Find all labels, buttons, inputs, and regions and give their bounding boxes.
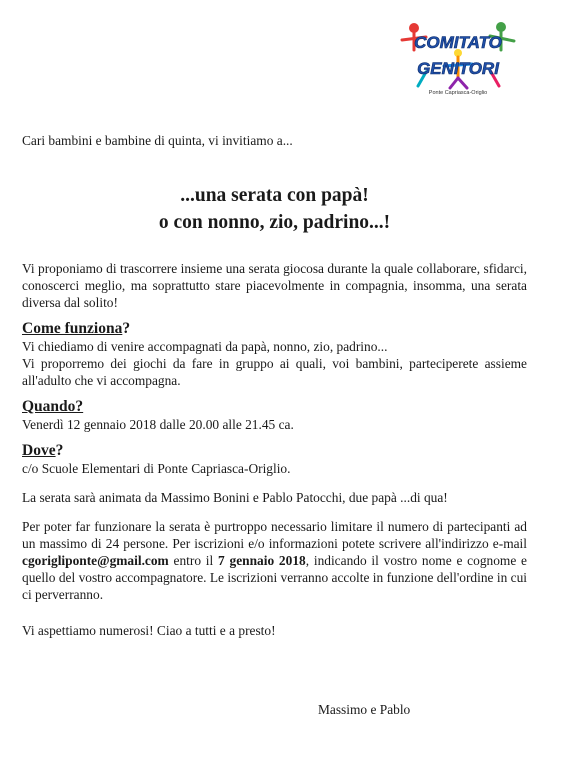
registration-deadline: 7 gennaio 2018 (218, 553, 306, 568)
logo-graphic (396, 20, 520, 90)
title-line1: ...una serata con papà! (180, 185, 369, 206)
how-heading-mark: ? (122, 320, 131, 337)
title-block (22, 182, 527, 236)
section-where (22, 442, 527, 477)
how-heading-text: Come funziona (22, 320, 123, 337)
when-heading (22, 398, 527, 416)
where-heading-text: Dove (22, 442, 56, 459)
title-line2: o con nonno, zio, padrino...! (158, 212, 391, 233)
comitato-genitori-logo (396, 20, 520, 102)
where-text: c/o Scuole Elementari di Ponte Capriasca-Origlio. (22, 461, 291, 476)
when-text: Venerdì 12 gennaio 2018 dalle 20.00 alle 21.45 ca. (22, 417, 294, 432)
how-line2: Vi proporremo dei giochi da fare in gruppo ai quali, voi bambini, parteciperete assieme all'adulto che vi accompagna. (22, 356, 527, 388)
intro-paragraph: Vi proponiamo di trascorrere insieme una serata giocosa durante la quale collaborare, sfidarci, conoscerci meglio, ma soprattutto stare piacevolmente in compagnia, insomma, una serata diversa dal solito! (22, 261, 527, 310)
registration-part2: entro il (168, 553, 219, 568)
letter-body (22, 132, 527, 639)
registration-paragraph (22, 518, 527, 603)
when-heading-text: Quando? (22, 398, 84, 415)
section-how (22, 320, 527, 389)
logo-line1: COMITATO (414, 33, 502, 52)
where-heading-mark: ? (55, 442, 64, 459)
registration-part1: Per poter far funzionare la serata è purtroppo necessario limitare il numero di partecipanti ad un massimo di 24 persone. Per iscrizioni e/o informazioni potete scrivere all'indirizzo e-mail (22, 519, 527, 551)
signature: Massimo e Pablo (318, 702, 411, 717)
section-when (22, 398, 527, 433)
registration-part3: , indicando il vostro nome e cognome e quello del vostro accompagnatore. Le iscrizioni verranno accolte in funzione dell'ordine in cui ci perverranno. (22, 553, 527, 602)
logo-line2: GENITORI (417, 59, 499, 78)
how-line1: Vi chiediamo di venire accompagnati da papà, nonno, zio, padrino... (22, 339, 388, 354)
registration-email: cgorigliponte@gmail.com (22, 553, 169, 568)
where-heading (22, 442, 527, 460)
closing-line: Vi aspettiamo numerosi! Ciao a tutti e a presto! (22, 623, 276, 638)
hosts-paragraph: La serata sarà animata da Massimo Bonini e Pablo Patocchi, due papà ...di qua! (22, 490, 448, 505)
logo-caption: Ponte Capriasca-Origlio (428, 90, 488, 96)
how-heading (22, 320, 527, 338)
greeting: Cari bambini e bambine di quinta, vi invitiamo a... (22, 133, 293, 148)
